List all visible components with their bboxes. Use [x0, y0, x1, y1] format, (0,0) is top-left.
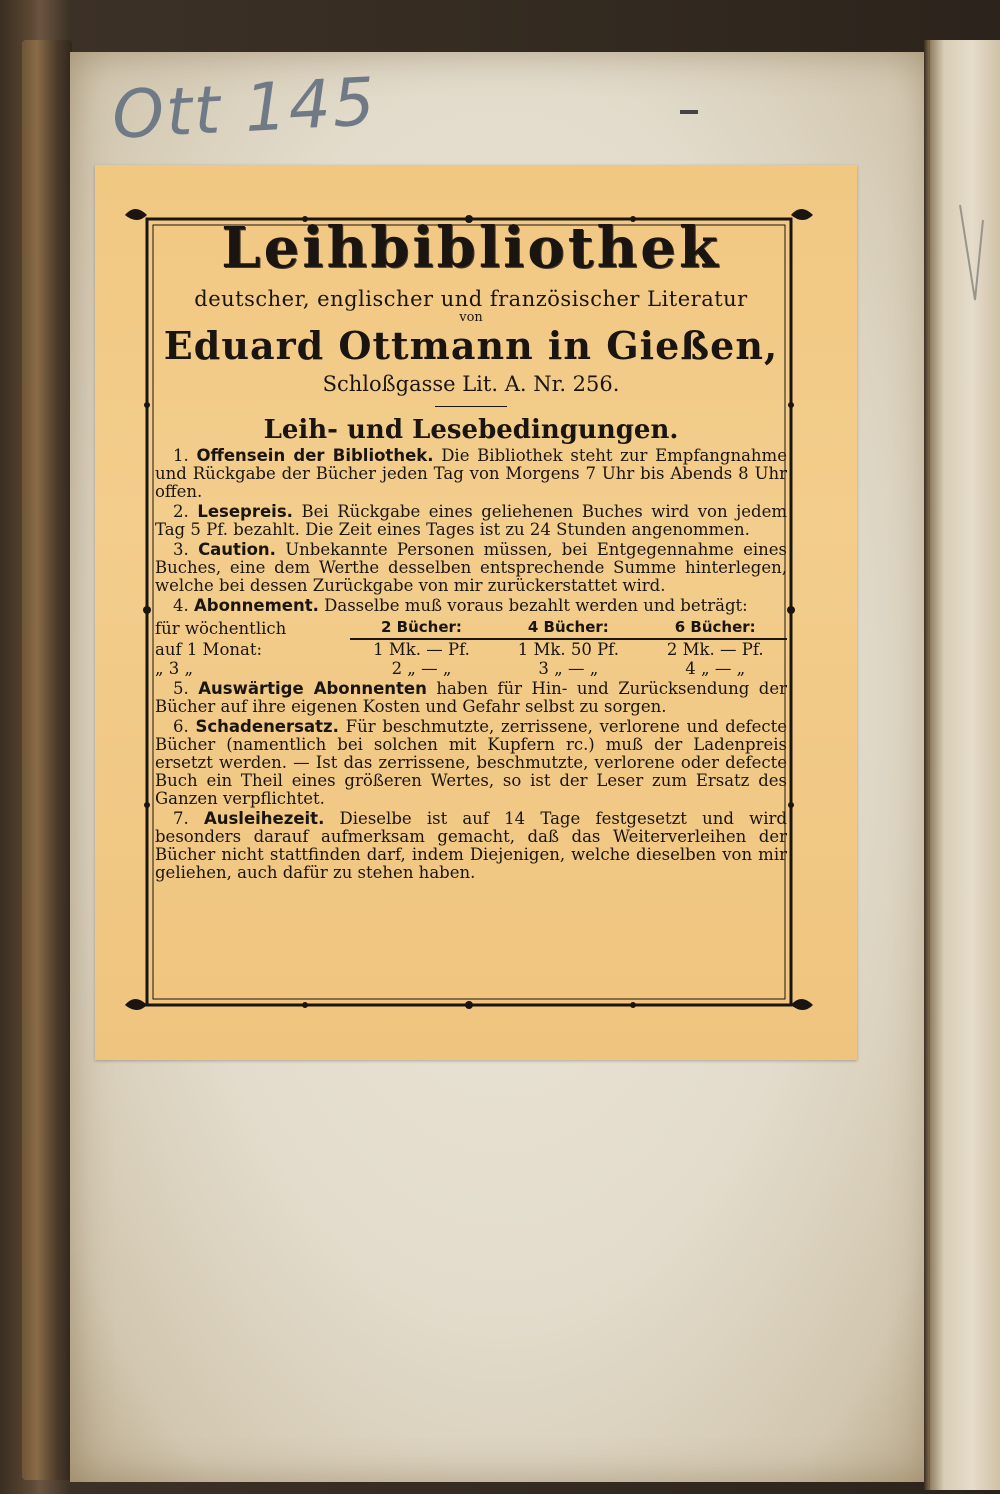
- rule-6: 6. Schadenersatz. Für beschmutzte, zerrissene, verlorene und defecte Bücher (namentlich bei solchen mit Kupfern rc.) muß der Ladenpreis ersetzt werden. — Ist das zerrissene, beschmutzte, verlorene oder defecte Buch ein Theil eines größeren Wertes, so ist der Leser zum Ersatz des Ganzen verpflichtet.: [155, 717, 788, 808]
- rule-2: 2. Lesepreis. Bei Rückgabe eines geliehenen Buches wird von jedem Tag 5 Pf. bezahlt. Die Zeit eines Tages ist zu 24 Stunden angenommen.: [155, 502, 787, 539]
- owner-name: Eduard Ottmann in Gießen,: [163, 323, 779, 368]
- price-header-cell: 6 Bücher:: [643, 617, 787, 639]
- library-label: [95, 165, 857, 1060]
- price-row: auf 1 Monat: 1 Mk. — Pf. 1 Mk. 50 Pf. 2 Mk. — Pf.: [155, 639, 764, 659]
- price-header-cell: 4 Bücher:: [493, 617, 643, 639]
- rule-5: 5. Auswärtige Abonnenten haben für Hin- und Zurücksendung der Bücher auf ihre eigenen Kosten und Gefahr selbst zu sorgen.: [155, 679, 788, 716]
- price-table: [155, 617, 787, 678]
- rule-7: 7. Ausleihezeit. Dieselbe ist auf 14 Tage festgesetzt und wird besonders darauf aufmerksam gemacht, daß das Weiterverleihen der Bücher nicht stattfinden darf, indem Diejenigen, welche dieselben von mir geliehen, auch dafür zu stehen haben.: [155, 809, 787, 882]
- label-text: [155, 213, 787, 884]
- pencil-mark: [955, 200, 985, 310]
- divider: [435, 406, 507, 407]
- label-von: von: [459, 310, 483, 325]
- ink-mark: [680, 110, 698, 114]
- shelfmark-handwritten: Ott 145: [110, 63, 379, 154]
- rule-3: 3. Caution. Unbekannte Personen müssen, bei Entgegennahme eines Buches, eine dem Werthe desselben entsprechende Summe hinterlegen, welche bei dessen Zurückgabe von mir zurückerstattet wird.: [155, 540, 787, 595]
- price-header-cell: 2 Bücher:: [350, 617, 494, 639]
- label-title: Leihbibliothek: [221, 215, 721, 281]
- leather-spine-edge: [22, 40, 72, 1480]
- rule-1: 1. Offensein der Bibliothek. Die Bibliothek steht zur Empfangnahme und Rückgabe der Bücher jeden Tag von Morgens 7 Uhr bis Abends 8 Uhr offen.: [155, 446, 787, 501]
- owner-address: Schloßgasse Lit. A. Nr. 256.: [322, 372, 620, 396]
- price-row: „ 3 „ 2 „ — „ 3 „ — „ 4 „ — „: [155, 659, 746, 678]
- rule-4: 4. Abonnement. Dasselbe muß voraus bezahlt werden und beträgt:: [173, 596, 748, 615]
- label-subtitle: deutscher, englischer und französischer Literatur: [194, 287, 748, 311]
- price-header-cell: für wöchentlich: [155, 618, 287, 638]
- conditions-heading: Leih- und Lesebedingungen.: [263, 415, 679, 445]
